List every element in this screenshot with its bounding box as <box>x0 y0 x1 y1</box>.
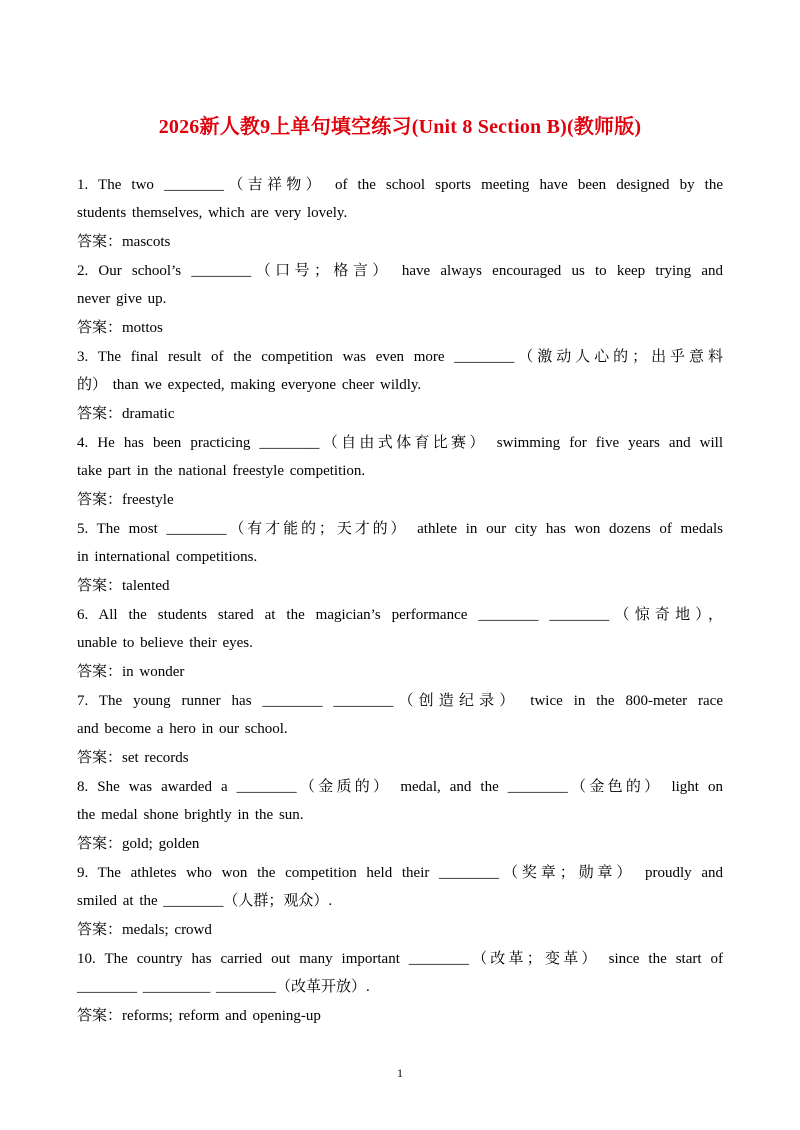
question-line: 3. The final result of the competition was even more ________（激动人心的；出乎意料 <box>77 349 723 365</box>
question-line: 9. The athletes who won the competition held their ________（奖章；勋章） proudly and <box>77 865 723 881</box>
question-line: 8. She was awarded a ________（金质的） medal, and the ________（金色的） light on <box>77 779 723 795</box>
answer-line: 答案：mascots <box>77 234 171 250</box>
question-list <box>77 171 723 1031</box>
question-line: 1. The two ________（吉祥物） of the school sports meeting have been designed by the <box>77 177 723 193</box>
answer-line: 答案：dramatic <box>77 406 175 422</box>
question-line: 10. The country has carried out many important ________（改革；变革） since the start of <box>77 951 723 967</box>
question-line: take part in the national freestyle competition. <box>77 463 366 479</box>
question-item <box>77 429 723 515</box>
answer-line: 答案：freestyle <box>77 492 174 508</box>
answer-line: 答案：in wonder <box>77 664 185 680</box>
question-item <box>77 257 723 343</box>
question-line: the medal shone brightly in the sun. <box>77 807 304 823</box>
question-item <box>77 515 723 601</box>
question-line: smiled at the ________（人群；观众）. <box>77 893 333 909</box>
answer-line: 答案：medals; crowd <box>77 922 212 938</box>
answer-line: 答案：gold; golden <box>77 836 200 852</box>
question-item <box>77 687 723 773</box>
question-line: ________ _________ ________（改革开放）. <box>77 979 370 995</box>
question-line: 4. He has been practicing ________（自由式体育比赛） swimming for five years and will <box>77 435 723 451</box>
question-item <box>77 859 723 945</box>
answer-line: 答案：set records <box>77 750 189 766</box>
question-line: and become a hero in our school. <box>77 721 288 737</box>
question-line: never give up. <box>77 291 167 307</box>
question-line: in international competitions. <box>77 549 258 565</box>
question-item <box>77 945 723 1031</box>
answer-line: 答案：reforms; reform and opening-up <box>77 1008 321 1024</box>
page-number: 1 <box>397 1066 403 1080</box>
question-line: 6. All the students stared at the magician’s performance ________ ________（惊奇地）， <box>77 607 723 623</box>
question-line: unable to believe their eyes. <box>77 635 253 651</box>
question-line: 5. The most ________（有才能的；天才的） athlete in our city has won dozens of medals <box>77 521 723 537</box>
question-line: students themselves, which are very lovely. <box>77 205 348 221</box>
question-item <box>77 773 723 859</box>
question-item <box>77 171 723 257</box>
question-item <box>77 601 723 687</box>
page-title: 2026新人教9上单句填空练习(Unit 8 Section B)(教师版) <box>158 116 642 138</box>
question-line: 7. The young runner has ________ ________（创造纪录） twice in the 800-meter race <box>77 693 723 709</box>
question-item <box>77 343 723 429</box>
question-line: 的） than we expected, making everyone cheer wildly. <box>77 377 422 393</box>
question-line: 2. Our school’s ________（口号；格言） have always encouraged us to keep trying and <box>77 263 723 279</box>
answer-line: 答案：talented <box>77 578 170 594</box>
answer-line: 答案：mottos <box>77 320 163 336</box>
